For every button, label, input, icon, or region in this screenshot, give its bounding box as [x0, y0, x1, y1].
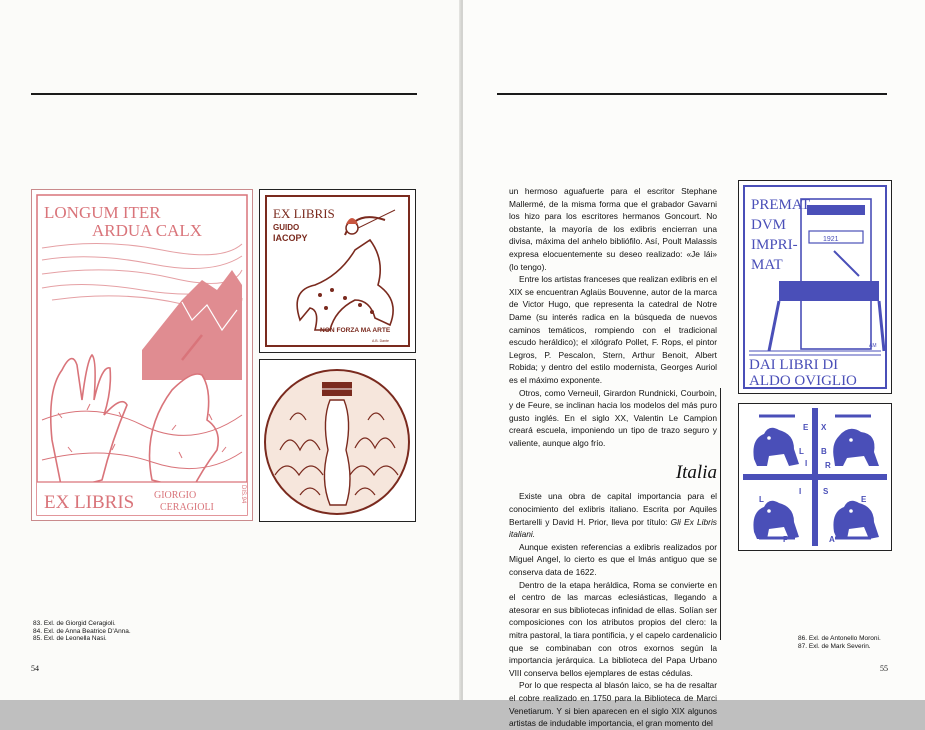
press-bottom1: DAI LIBRI DI [749, 357, 839, 373]
column-divider [720, 388, 721, 640]
section-heading: Italia [675, 462, 717, 484]
plate-ceragioli [31, 189, 253, 521]
archer-owner-line1: GUIDO [273, 223, 300, 232]
body-text [509, 185, 717, 730]
press-date: 1921 [823, 236, 839, 243]
press-line2: DVM [751, 217, 787, 233]
right-folio: 55 [880, 664, 888, 673]
left-folio: 54 [31, 664, 39, 673]
plate-circle [259, 359, 416, 522]
ceragioli-motto-line2: ARDUA CALX [92, 221, 203, 240]
paragraph-3: Otros, como Verneuil, Girardon Rundnicki, Courboin, y de Feure, se inclinan hacia los modelos del más puro gusto inglés. En el siglo XX, Valentin Le Campion creará escuela, imponiendo un tipo de trazo seguro y valiente, aunque algo frío. [509, 387, 717, 448]
caption-84: 84. Exl. de Anna Beatrice D'Anna. [33, 627, 131, 635]
paragraph-4-text: Existe una obra de capital importancia para el conocimiento del exlibris italiano. Escrita por Aquiles Bertarelli y David H. Prior, lleva por título: [509, 491, 717, 527]
paragraph-7: Por lo que respecta al blasón laico, se ha de resaltar el cobre realizado en 1750 para la Biblioteca de Marci Venetiarum. Y si bien aparecen en el siglo XIX algunos artistas de indudable importancia, el gran momento del [509, 680, 717, 729]
lions-letter-7: I [799, 487, 802, 496]
circle-artwork [260, 360, 415, 521]
paragraph-4 [509, 490, 717, 540]
caption-86: 86. Exl. de Antonello Moroni. [798, 635, 881, 642]
plate-press [738, 180, 892, 394]
paragraph-5: Aunque existen referencias a exlibris realizados por Miguel Angel, lo cierto es que el lmás antiguo que se conserva data de 1622. [509, 541, 717, 578]
header-rule-right [497, 93, 887, 95]
archer-exlibris: EX LIBRIS [273, 206, 335, 221]
lions-letter-6: R [825, 461, 831, 470]
archer-owner-line2: IACOPY [273, 233, 308, 243]
plate-archer [259, 189, 416, 353]
lions-letter-11: A [829, 535, 835, 544]
lions-letter-12: E [861, 495, 867, 504]
archer-motto: NON FORZA MA ARTE [320, 327, 391, 334]
archer-artwork [260, 190, 415, 352]
caption-85: 85. Exl. de Leonella Nasi. [33, 635, 107, 643]
ceragioli-owner-line2: CERAGIOLI [160, 502, 214, 513]
archer-signature: A.B. Dante [372, 339, 389, 343]
ceragioli-side-mark: DIS.94 [240, 485, 246, 504]
press-bottom2: ALDO OVIGLIO [749, 373, 857, 389]
plate-lions [738, 403, 892, 551]
paragraph-1: un hermoso aguafuerte para el escritor Stephane Mallermé, de la misma forma que el grabador Gavarni los hizo para los escritores hermanos Goncourt. No obstante, la mayoría de los exlibris encierran una divisa, máxima del anhelo bibliófilo. Así, Poult Malassis expresa elocuentemente su deseo realizado: «Je lái» (lo tengo). [509, 186, 717, 272]
ceragioli-motto-line1: LONGUM ITER [44, 203, 161, 222]
lions-letter-9: L [759, 495, 764, 504]
lions-letter-8: S [823, 487, 829, 496]
lions-letter-3: L [799, 447, 804, 456]
paragraph-4-title: Gli Ex Libris italiani. [509, 516, 717, 540]
lions-letter-4: I [805, 459, 808, 468]
ceragioli-artwork [32, 190, 252, 520]
press-line4: MAT [751, 257, 783, 273]
lions-letter-1: E [803, 423, 809, 432]
ceragioli-owner-line1: GIORGIO [154, 490, 197, 501]
right-page [463, 0, 925, 729]
ceragioli-exlibris: EX LIBRIS [44, 492, 135, 513]
caption-83: 83. Exl. de Giorgid Ceragioli. [33, 620, 116, 627]
press-artwork [739, 181, 891, 393]
left-captions [33, 620, 131, 643]
press-mark: AM [869, 343, 877, 349]
press-line3: IMPRI- [751, 237, 798, 253]
paragraph-2: Entre los artistas franceses que realizan exlibris en el XIX se encuentran Aglaüs Bouvenne, autor de la marca de Victor Hugo, que representa la catedral de Notre Dame (su interés radica en la búsqueda de nuevos caminos temáticos, rompiendo con el tradicional escudo heráldico); el xilógrafo Pollet, F. Rops, el pintor Legros, P. Pescalon, Stern, Arthur Benoit, Albert Robida; y dentro del estilo modernista, Georges Auriol es el máximo exponente. [509, 274, 717, 385]
lions-letter-10: P [783, 535, 789, 544]
lions-letter-5: B [821, 447, 827, 456]
press-line1: PREMAT [751, 197, 811, 213]
caption-87: 87. Exl. de Mark Severin. [798, 642, 871, 650]
lions-letter-2: X [821, 423, 827, 432]
lions-artwork [739, 404, 891, 550]
paragraph-6: Dentro de la etapa heráldica, Roma se convierte en el centro de las marcas eclesiásticas, llegando a atesorar en sus bibliotecas infinidad de ellas. Solían ser composiciones con los atributos propios del clero: la mitra pastoral, la tiara pontificia, y el capelo cardenalicio que se combinaban con otros exornos según la importancia jerárquica. La biblioteca del Papa Urbano VIII conserva bellos ejemplares de estas cédulas. [509, 579, 717, 678]
left-page [0, 0, 461, 700]
right-captions [798, 635, 881, 650]
header-rule [31, 93, 417, 95]
